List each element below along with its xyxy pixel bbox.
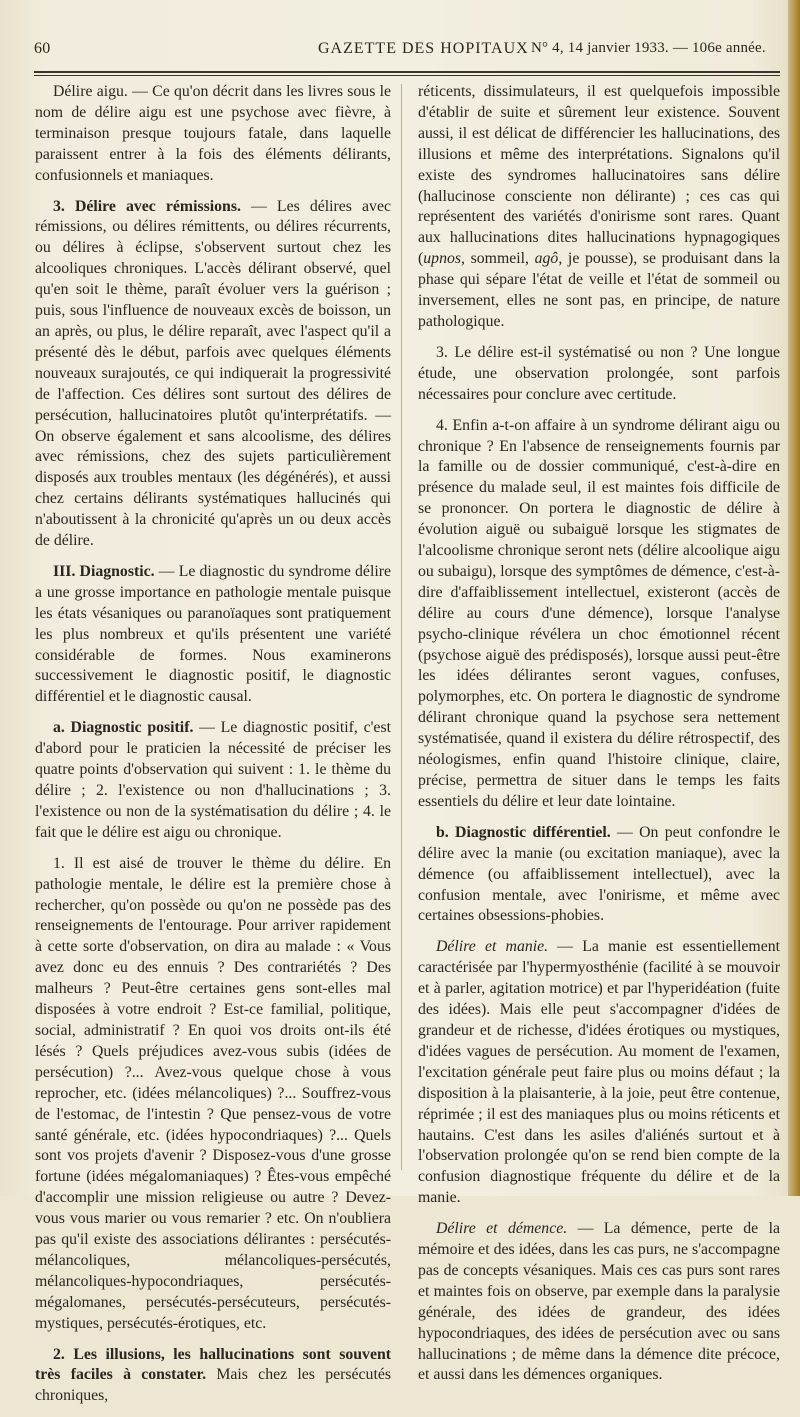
- paragraph-illusions: [35, 1345, 391, 1408]
- section-heading: Délire et manie.: [436, 938, 549, 956]
- paragraph-reticents: [418, 82, 780, 333]
- right-column: [418, 82, 780, 1396]
- page-edge-binding: [788, 0, 800, 1196]
- left-column: [35, 82, 391, 1417]
- paragraph-diagnostic-positif: [35, 718, 391, 843]
- greek-term: upnos: [423, 250, 462, 268]
- paragraph-text: — Les délires avec rémissions, ou délires rémittents, ou délires récurrents, ou délires à éclipse, s'observent surtout chez les alcooliques chroniques. L'accès délirant observé, quel qu'en soit le thème, paraît évoluer vers la guérison ; puis, sous l'influence de nouveaux excès de boisson, un an après, ou plus, le délire reparaît, avec l'aspect qu'il a présenté dès le début, parfois avec quelques éléments nouveaux surajoutés, ce qui indiquerait la progressivité de l'affection. Ces délires sont surtout des délires de persécution, hallucinatoires plutôt qu'interprétatifs. — On observe également et sans alcoolisme, des délires avec rémissions, chez des sujets particulièrement disposés aux troubles mentaux (les dégénérés), et aussi chez certains délirants systématiques hallucinés qui n'aboutissent à la chronicité qu'après un ou deux accès de délire.: [35, 197, 391, 550]
- paragraph-theme: [35, 854, 391, 1335]
- paragraph-delire-manie: [418, 937, 780, 1209]
- header-rule-thick: [34, 71, 780, 73]
- paragraph-text: — Le diagnostic positif, c'est d'abord pour le praticien la nécessité de préciser les quatre points d'observation qui suivent : 1. le thème du délire ; 2. l'existence ou non d'hallucinations ; 3. l'existence ou non de la systématisation du délire ; 4. le fait que le délire est aigu ou chronique.: [35, 719, 391, 841]
- paragraph-diagnostic-differentiel: [418, 823, 780, 928]
- paragraph-text: — La manie est essentiellement caractérisée par l'hypermyosthénie (facilité à se mouvoir et à parler, agitation motrice) et par l'hyperidéation (fuite des idées). Mais elle peut s'accompagner d'idées de grandeur et de richesse, d'idées érotiques ou mystiques, d'idées vagues de persécution. Au moment de l'examen, l'excitation générale peut faire plus ou moins défaut ; la disposition à la plaisanterie, à la joie, peut être contenue, réprimée ; il est des maniaques plus ou moins réticents et hautains. C'est dans les asiles d'aliénés surtout et à l'observation prolongée qu'on se rend bien compte de la confusion diagnostique fréquente du délire et de la manie.: [418, 938, 780, 1207]
- issue-info: N° 4, 14 janvier 1933. — 106e année.: [531, 40, 766, 56]
- paragraph-aigu-chronique: [418, 416, 780, 813]
- paragraph-text: réticents, dissimulateurs, il est quelquefois impossible d'établir de suite et sûrement leur existence. Souvent aussi, il est délicat de différencier les hallucinations, des illusions et même des interprétations. Signalons qu'il existe des syndromes hallucinatoires sans délire (hallucinose consciente non délirante) ; ces cas qui représentent des variétés d'onirisme sont rares. Quant aux hallucinations dites hallucinations hypnagogiques (: [418, 83, 780, 268]
- paragraph-text: , je pousse), se produisant dans la phase qui sépare l'état de veille et l'état de sommeil ou inversement, elles ne sont pas, en principe, de nature pathologique.: [418, 250, 780, 330]
- paragraph-diagnostic: [35, 562, 391, 708]
- running-header: [34, 40, 782, 62]
- paragraph-delire-aigu: [35, 82, 391, 187]
- paragraph-text: Délire aigu. — Ce qu'on décrit dans les livres sous le nom de délire aigu est une psychose avec fièvre, à terminaison presque toujours fatale, dans laquelle paraissent entrer à la fois des éléments délirants, confusionnels et maniaques.: [35, 83, 391, 184]
- paragraph-text: — La démence, perte de la mémoire et des idées, dans les cas purs, ne s'accompagne pas de concepts vésaniques. Mais ces cas purs sont rares et maintes fois on observe, par exemple dans la paralysie générale, des idées de grandeur, des idées hypocondriaques, des idées de persécution avec ou sans hallucinations ; de même dans la démence dite précoce, et aussi dans les démences organiques.: [418, 1220, 780, 1384]
- paragraph-text: — Le diagnostic du syndrome délire a une grosse importance en pathologie mentale puisque les états vésaniques ou paranoïaques sont pratiquement les plus nombreux et qu'ils présentent une variété considérable de formes. Nous examinerons successivement le diagnostic positif, le diagnostic différentiel et le diagnostic causal.: [35, 562, 391, 706]
- section-heading: Délire et démence.: [436, 1220, 568, 1238]
- paragraph-text: Mais chez les persécutés chroniques,: [35, 1366, 391, 1405]
- section-heading: b. Diagnostic différentiel.: [436, 823, 611, 841]
- paragraph-text: , sommeil,: [461, 250, 535, 268]
- section-heading: a. Diagnostic positif.: [53, 719, 194, 737]
- greek-term: agô: [534, 250, 559, 268]
- page-number: 60: [34, 40, 51, 57]
- section-heading: 3. Délire avec rémissions.: [53, 197, 241, 215]
- paragraph-text: 4. Enfin a-t-on affaire à un syndrome délirant aigu ou chronique ? En l'absence de renseignements fournis par la famille ou de dossier communiqué, c'est-à-dire en présence du malade seul, il est maintes fois difficile de se prononcer. On portera le diagnostic de délire à évolution aiguë ou subaiguë lorsque les stigmates de l'alcoolisme chronique seront nets (délire alcoolique aigu ou subaigu), lorsque des symptômes de démence, c'est-à-dire d'affaiblissement intellectuel, existeront (accès de délire au cours d'une démence), lorsque l'analyse psycho-clinique révélera un choc émotionnel récent (psychose aiguë des prédisposés), lorsque aussi peut-être les idées délirantes seront vagues, confuses, polymorphes, etc. On portera le diagnostic de syndrome délirant chronique quand la psychose sera nettement systématisée, quand il existera du délire rétrospectif, des néologismes, enfin quand l'histoire clinique, claire, précise, permettra de situer dans le temps les faits essentiels du délire et leur date lointaine.: [418, 416, 780, 810]
- paragraph-delire-demence: [418, 1219, 780, 1386]
- paragraph-text: 3. Le délire est-il systématisé ou non ? Une longue étude, une observation prolongée, sont parfois nécessaires pour conclure avec certitude.: [418, 343, 780, 403]
- paragraph-text: 1. Il est aisé de trouver le thème du délire. En pathologie mentale, le délire est la première chose à rechercher, qu'on possède ou qu'on ne possède pas des renseignements de l'entourage. Pour arriver rapidement à cette sorte d'observation, on dira au malade : « Vous avez donc eu des ennuis ? Des contrariétés ? Des malheurs ? Peut-être certaines gens sont-elles mal disposées à votre endroit ? Est-ce familial, politique, social, administratif ? En quoi vos droits ont-ils été lésés ? Quels préjudices avez-vous subis (idées de persécution) ?... Avez-vous quelque chose à vous reprocher, etc. (idées mélancoliques) ?... Souffrez-vous de l'estomac, de l'intestin ? Que pensez-vous de votre santé générale, etc. (idées hypocondriaques) ?... Quels sont vos projets d'avenir ? Disposez-vous d'une grosse fortune (idées mégalomaniaques) ? Êtes-vous empêché d'accomplir une mission religieuse ou autre ? Devez-vous vous marier ou vous remarier ? etc. On n'oubliera pas qu'il existe des associations délirantes : persécutés-mélancoliques, mélancoliques-persécutés, mélancoliques-hypocondriaques, persécutés-mégalomanes, persécutés-persécuteurs, persécutés-mystiques, persécutés-érotiques, etc.: [35, 854, 391, 1332]
- section-heading: 2. Les illusions, les hallucinations sont souvent très faciles à constater.: [35, 1345, 391, 1384]
- paragraph-text: — On peut confondre le délire avec la manie (ou excitation maniaque), avec la démence (ou affaiblissement intellectuel), avec la confusion mentale, avec l'onirisme, et même avec certaines obsessions-phobies.: [418, 823, 781, 925]
- journal-title: GAZETTE DES HOPITAUX: [318, 40, 529, 57]
- header-rule-thin: [34, 75, 780, 76]
- column-divider: [401, 84, 402, 1170]
- section-heading: III. Diagnostic.: [53, 562, 155, 580]
- paragraph-systematise: [418, 343, 780, 406]
- paragraph-remissions: [35, 197, 391, 552]
